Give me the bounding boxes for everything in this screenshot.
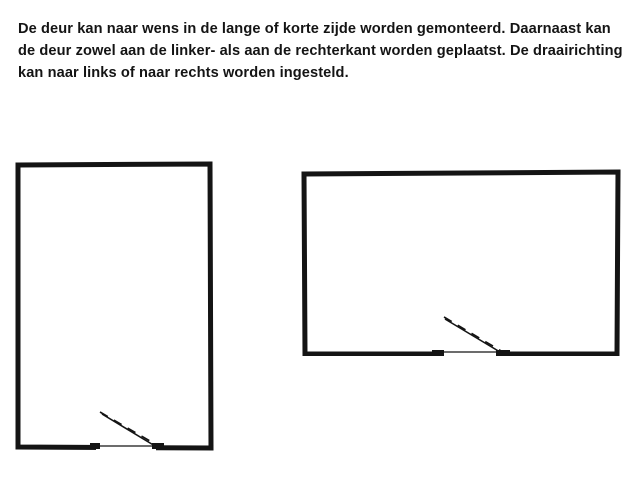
enclosure-outline [18,164,211,448]
landscape-enclosure-diagram [300,168,622,356]
door-opening [90,442,164,452]
page-caption: De deur kan naar wens in de lange of korte zijde worden gemonteerd. Daarnaast kan de deur zowel aan de linker- als aan de rechterkant worden geplaatst. De draairichting kan naar links of naar rechts worden ingesteld. [18,21,623,82]
portrait-enclosure-diagram [14,160,222,452]
